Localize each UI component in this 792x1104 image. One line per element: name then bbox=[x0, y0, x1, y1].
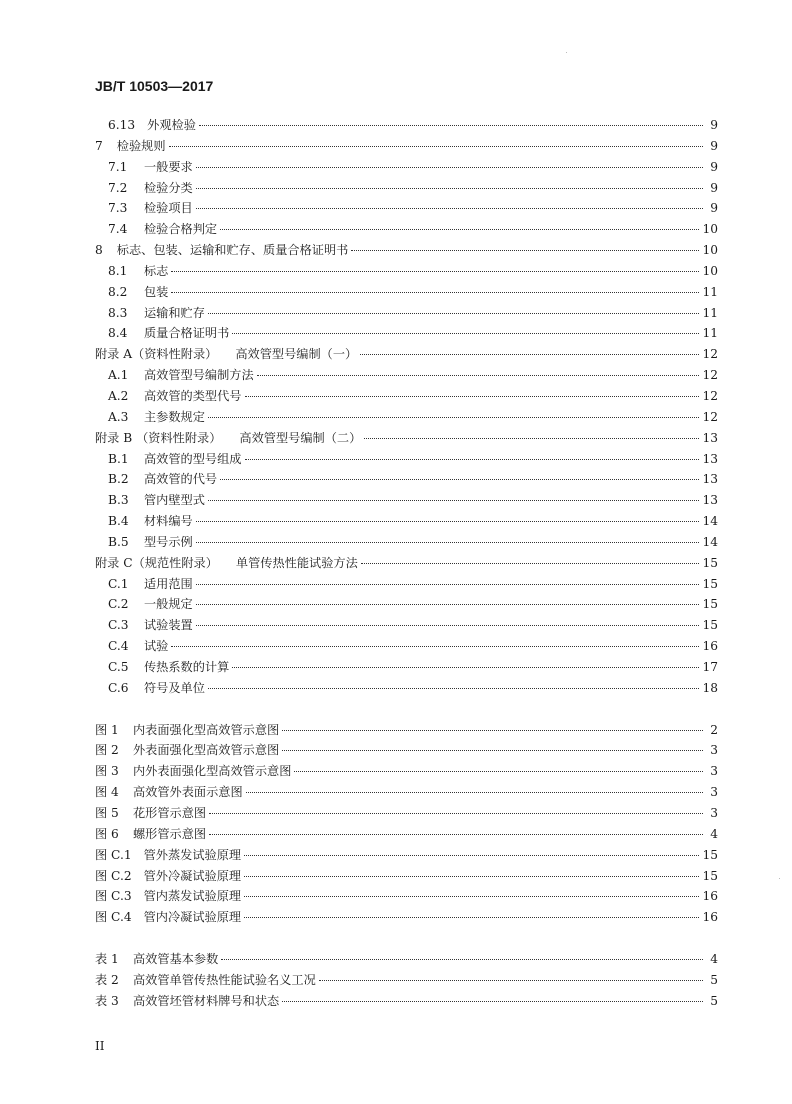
toc-entry-page: 11 bbox=[702, 305, 718, 320]
toc-entry-title: 传热系数的计算 bbox=[144, 659, 230, 674]
toc-entry-page: 14 bbox=[702, 534, 718, 549]
leader-dots bbox=[282, 750, 703, 751]
figure-entry[interactable] bbox=[0, 908, 792, 929]
toc-entry[interactable] bbox=[0, 345, 792, 366]
leader-dots bbox=[196, 604, 700, 605]
toc-entry-title: 检验分类 bbox=[144, 180, 193, 195]
figure-entry-title: 管内冷凝试验原理 bbox=[143, 910, 242, 925]
figure-entry-number: 图 3 bbox=[95, 764, 119, 779]
leader-dots bbox=[199, 125, 703, 126]
leader-dots bbox=[221, 959, 703, 960]
leader-dots bbox=[169, 146, 703, 147]
figure-entry-title: 内外表面强化型高效管示意图 bbox=[133, 764, 292, 779]
toc-entry-number: 7.2 bbox=[108, 180, 128, 195]
toc-entry[interactable] bbox=[0, 262, 792, 283]
toc-entry-page: 13 bbox=[702, 430, 718, 445]
table-of-contents bbox=[0, 116, 792, 1013]
toc-entry[interactable] bbox=[0, 220, 792, 241]
toc-entry-page: 13 bbox=[702, 493, 718, 508]
toc-entry[interactable] bbox=[0, 575, 792, 596]
toc-entry-number: A.3 bbox=[108, 409, 129, 424]
figure-entry-title: 花形管示意图 bbox=[133, 806, 207, 820]
leader-dots bbox=[351, 250, 699, 251]
table-entry-number: 表 1 bbox=[95, 952, 119, 967]
figure-entry[interactable] bbox=[0, 867, 792, 888]
figure-entry-page: 16 bbox=[702, 910, 718, 925]
figure-entry-page: 15 bbox=[702, 868, 718, 883]
toc-entry-number: C.6 bbox=[108, 680, 129, 695]
leader-dots bbox=[294, 771, 703, 772]
table-entry-number: 表 2 bbox=[95, 972, 119, 987]
toc-entry[interactable] bbox=[0, 179, 792, 200]
toc-entry[interactable] bbox=[0, 387, 792, 408]
table-entry-number: 表 3 bbox=[95, 993, 119, 1008]
toc-entry-number: 7.3 bbox=[108, 201, 128, 216]
figure-entry-number: 图 1 bbox=[95, 722, 119, 737]
toc-entry-page: 12 bbox=[702, 409, 718, 424]
table-entry-title: 高效管基本参数 bbox=[133, 952, 219, 967]
figures-list bbox=[0, 721, 792, 929]
figure-entry[interactable] bbox=[0, 762, 792, 783]
toc-entry-number: B.5 bbox=[108, 534, 129, 549]
leader-dots bbox=[208, 313, 700, 314]
toc-entry-title: 标志 bbox=[144, 263, 169, 278]
toc-entry-title: 一般规定 bbox=[144, 597, 193, 612]
leader-dots bbox=[196, 584, 700, 585]
figure-entry-number: 图 C.3 bbox=[95, 889, 132, 904]
toc-entry-title: 单管传热性能试验方法 bbox=[235, 555, 358, 570]
toc-entry-number: B.1 bbox=[108, 451, 129, 466]
toc-entry[interactable] bbox=[0, 429, 792, 450]
toc-entry-number: C.1 bbox=[108, 576, 129, 591]
toc-entry-number: B.3 bbox=[108, 493, 129, 508]
toc-entry-number: 附录 B （资料性附录） bbox=[95, 430, 222, 445]
scan-speck bbox=[779, 878, 780, 879]
toc-entry-number: 7.4 bbox=[108, 222, 128, 237]
toc-entry-title: 包装 bbox=[144, 284, 169, 299]
toc-entry[interactable] bbox=[0, 158, 792, 179]
toc-entry-page: 9 bbox=[710, 180, 718, 195]
leader-dots bbox=[245, 396, 700, 397]
figure-entry-number: 图 6 bbox=[95, 826, 119, 841]
toc-entry-title: 一般要求 bbox=[144, 159, 193, 174]
leader-dots bbox=[208, 688, 700, 689]
toc-entry-title: 试验装置 bbox=[144, 618, 193, 633]
leader-dots bbox=[364, 438, 699, 439]
leader-dots bbox=[245, 459, 700, 460]
figure-entry-number: 图 5 bbox=[95, 806, 119, 820]
leader-dots bbox=[220, 229, 699, 230]
toc-entry-page: 16 bbox=[702, 639, 718, 654]
table-entry-title: 高效管坯管材料牌号和状态 bbox=[133, 993, 280, 1008]
toc-entry-number: 附录 A（资料性附录） bbox=[95, 347, 218, 362]
leader-dots bbox=[244, 876, 699, 877]
toc-entry-page: 15 bbox=[702, 555, 718, 570]
leader-dots bbox=[282, 730, 703, 731]
figure-entry-title: 外表面强化型高效管示意图 bbox=[133, 743, 280, 758]
leader-dots bbox=[319, 980, 703, 981]
figure-entry-title: 高效管外表面示意图 bbox=[133, 785, 243, 800]
toc-entry-page: 12 bbox=[702, 368, 718, 383]
toc-entry-page: 9 bbox=[710, 138, 718, 153]
toc-entry-number: B.2 bbox=[108, 472, 129, 487]
figure-entry-page: 4 bbox=[710, 826, 718, 841]
leader-dots bbox=[246, 792, 703, 793]
toc-entry-title: 检验项目 bbox=[144, 201, 193, 216]
toc-entry-title: 标志、包装、运输和贮存、质量合格证明书 bbox=[116, 243, 349, 258]
toc-entry-title: 符号及单位 bbox=[144, 680, 205, 695]
toc-entry-title: 管内壁型式 bbox=[144, 493, 205, 508]
figure-entry-page: 15 bbox=[702, 847, 718, 862]
table-entry[interactable] bbox=[0, 971, 792, 992]
toc-entry[interactable] bbox=[0, 512, 792, 533]
leader-dots bbox=[208, 500, 700, 501]
toc-entry-page: 10 bbox=[702, 243, 718, 258]
leader-dots bbox=[244, 917, 699, 918]
leader-dots bbox=[361, 563, 700, 564]
figure-entry[interactable] bbox=[0, 846, 792, 867]
leader-dots bbox=[208, 417, 700, 418]
leader-dots bbox=[196, 625, 700, 626]
figure-entry-page: 3 bbox=[710, 743, 718, 758]
toc-entry-page: 13 bbox=[702, 451, 718, 466]
figure-entry-title: 内表面强化型高效管示意图 bbox=[133, 722, 280, 737]
toc-entry-title: 适用范围 bbox=[144, 576, 193, 591]
toc-entry-page: 14 bbox=[702, 514, 718, 529]
toc-entry-title: 型号示例 bbox=[144, 534, 193, 549]
toc-entry-page: 12 bbox=[702, 388, 718, 403]
toc-entry-number: C.3 bbox=[108, 618, 129, 633]
toc-entry-title: 主参数规定 bbox=[144, 409, 205, 424]
toc-entry-number: 8.3 bbox=[108, 305, 128, 320]
tables-list bbox=[0, 950, 792, 1013]
toc-entry-title: 高效管的代号 bbox=[144, 472, 218, 487]
figure-entry-page: 3 bbox=[710, 785, 718, 800]
figure-entry-number: 图 C.4 bbox=[95, 910, 132, 925]
toc-entry[interactable] bbox=[0, 679, 792, 700]
toc-entry-page: 9 bbox=[710, 118, 718, 132]
leader-dots bbox=[220, 479, 699, 480]
figure-entry-number: 图 4 bbox=[95, 785, 119, 800]
toc-entry[interactable] bbox=[0, 408, 792, 429]
leader-dots bbox=[232, 333, 699, 334]
figure-entry-page: 16 bbox=[702, 889, 718, 904]
figure-entry[interactable] bbox=[0, 804, 792, 825]
toc-entry-title: 高效管型号编制（一） bbox=[235, 347, 358, 362]
toc-entry-title: 高效管型号编制（二） bbox=[239, 430, 362, 445]
toc-entry[interactable] bbox=[0, 554, 792, 575]
table-entry-title: 高效管单管传热性能试验名义工况 bbox=[133, 972, 316, 987]
leader-dots bbox=[196, 208, 703, 209]
figure-entry[interactable] bbox=[0, 783, 792, 804]
figure-entry[interactable] bbox=[0, 741, 792, 762]
toc-entry[interactable] bbox=[0, 595, 792, 616]
leader-dots bbox=[360, 354, 699, 355]
toc-entry-title: 外观检验 bbox=[147, 118, 196, 132]
toc-entry[interactable] bbox=[0, 450, 792, 471]
leader-dots bbox=[196, 167, 703, 168]
figure-entry-title: 管外蒸发试验原理 bbox=[143, 847, 242, 862]
toc-entry[interactable] bbox=[0, 304, 792, 325]
table-entry-page: 4 bbox=[710, 952, 718, 967]
figure-entry-number: 图 2 bbox=[95, 743, 119, 758]
figure-entry-title: 管外冷凝试验原理 bbox=[143, 868, 242, 883]
leader-dots bbox=[244, 896, 699, 897]
leader-dots bbox=[244, 855, 699, 856]
toc-entry-number: C.4 bbox=[108, 639, 129, 654]
figure-entry[interactable] bbox=[0, 825, 792, 846]
page-number: II bbox=[95, 1039, 105, 1053]
toc-entry-page: 12 bbox=[702, 347, 718, 362]
toc-entry-title: 质量合格证明书 bbox=[144, 326, 230, 341]
toc-entry-number: 8.2 bbox=[108, 284, 128, 299]
toc-entry-page: 17 bbox=[702, 659, 718, 674]
leader-dots bbox=[196, 521, 700, 522]
toc-entry-number: C.2 bbox=[108, 597, 129, 612]
toc-entry-title: 试验 bbox=[144, 639, 169, 654]
toc-entry-page: 18 bbox=[702, 680, 718, 695]
toc-entry-page: 9 bbox=[710, 201, 718, 216]
toc-entry-title: 高效管的类型代号 bbox=[144, 388, 242, 403]
toc-entry-title: 检验规则 bbox=[116, 138, 166, 153]
toc-entry-page: 11 bbox=[702, 326, 718, 341]
toc-entry-number: 7 bbox=[95, 138, 103, 153]
section-gap bbox=[0, 929, 792, 950]
toc-entry[interactable] bbox=[0, 658, 792, 679]
figure-entry[interactable] bbox=[0, 887, 792, 908]
figure-entry-number: 图 C.1 bbox=[95, 847, 132, 862]
toc-entry-title: 高效管的型号组成 bbox=[144, 451, 242, 466]
toc-entry[interactable] bbox=[0, 616, 792, 637]
toc-entry-number: 8.4 bbox=[108, 326, 128, 341]
toc-entry-page: 15 bbox=[702, 576, 718, 591]
toc-entry[interactable] bbox=[0, 137, 792, 158]
scan-speck bbox=[566, 52, 567, 53]
toc-entry-number: B.4 bbox=[108, 514, 129, 529]
leader-dots bbox=[196, 188, 703, 189]
figure-entry-title: 螺形管示意图 bbox=[133, 826, 207, 841]
toc-entry-number: A.2 bbox=[108, 388, 129, 403]
toc-entry-number: 7.1 bbox=[108, 159, 128, 174]
leader-dots bbox=[171, 292, 699, 293]
figure-entry-page: 2 bbox=[710, 722, 718, 737]
figure-entry-page: 3 bbox=[710, 764, 718, 779]
table-entry[interactable] bbox=[0, 992, 792, 1013]
toc-entry-page: 13 bbox=[702, 472, 718, 487]
toc-entry[interactable] bbox=[0, 533, 792, 554]
toc-entry[interactable] bbox=[0, 116, 792, 137]
section-gap bbox=[0, 700, 792, 721]
toc-entry-page: 9 bbox=[710, 159, 718, 174]
table-entry[interactable] bbox=[0, 950, 792, 971]
toc-entry-page: 15 bbox=[702, 597, 718, 612]
toc-entry[interactable] bbox=[0, 366, 792, 387]
leader-dots bbox=[171, 271, 699, 272]
toc-entry-title: 高效管型号编制方法 bbox=[144, 368, 254, 383]
toc-entry[interactable] bbox=[0, 283, 792, 304]
table-entry-page: 5 bbox=[710, 972, 718, 987]
toc-entry-page: 10 bbox=[702, 222, 718, 237]
leader-dots bbox=[232, 667, 699, 668]
figure-entry-number: 图 C.2 bbox=[95, 868, 132, 883]
toc-entry-number: 8.1 bbox=[108, 263, 128, 278]
toc-entry[interactable] bbox=[0, 199, 792, 220]
toc-entry-number: 6.13 bbox=[108, 118, 136, 132]
toc-entry-number: 附录 C（规范性附录） bbox=[95, 555, 218, 570]
toc-entry[interactable] bbox=[0, 241, 792, 262]
toc-entry-title: 材料编号 bbox=[144, 514, 193, 529]
figure-entry[interactable] bbox=[0, 721, 792, 742]
toc-entry[interactable] bbox=[0, 491, 792, 512]
toc-entry-page: 15 bbox=[702, 618, 718, 633]
standard-code-header: JB/T 10503—2017 bbox=[95, 78, 214, 94]
toc-entry-page: 11 bbox=[702, 284, 718, 299]
toc-entry-number: A.1 bbox=[108, 368, 129, 383]
toc-entry[interactable] bbox=[0, 470, 792, 491]
table-entry-page: 5 bbox=[710, 993, 718, 1008]
toc-entry-title: 检验合格判定 bbox=[144, 222, 218, 237]
leader-dots bbox=[257, 375, 700, 376]
leader-dots bbox=[209, 813, 703, 814]
leader-dots bbox=[171, 646, 699, 647]
toc-entry[interactable] bbox=[0, 637, 792, 658]
figure-entry-page: 3 bbox=[710, 806, 718, 820]
contents-list bbox=[0, 116, 792, 700]
leader-dots bbox=[209, 834, 703, 835]
figure-entry-title: 管内蒸发试验原理 bbox=[143, 889, 242, 904]
toc-entry-number: 8 bbox=[95, 243, 103, 258]
toc-entry-page: 10 bbox=[702, 263, 718, 278]
toc-entry-number: C.5 bbox=[108, 659, 129, 674]
leader-dots bbox=[196, 542, 700, 543]
toc-entry-title: 运输和贮存 bbox=[144, 305, 205, 320]
toc-entry[interactable] bbox=[0, 324, 792, 345]
leader-dots bbox=[282, 1001, 703, 1002]
